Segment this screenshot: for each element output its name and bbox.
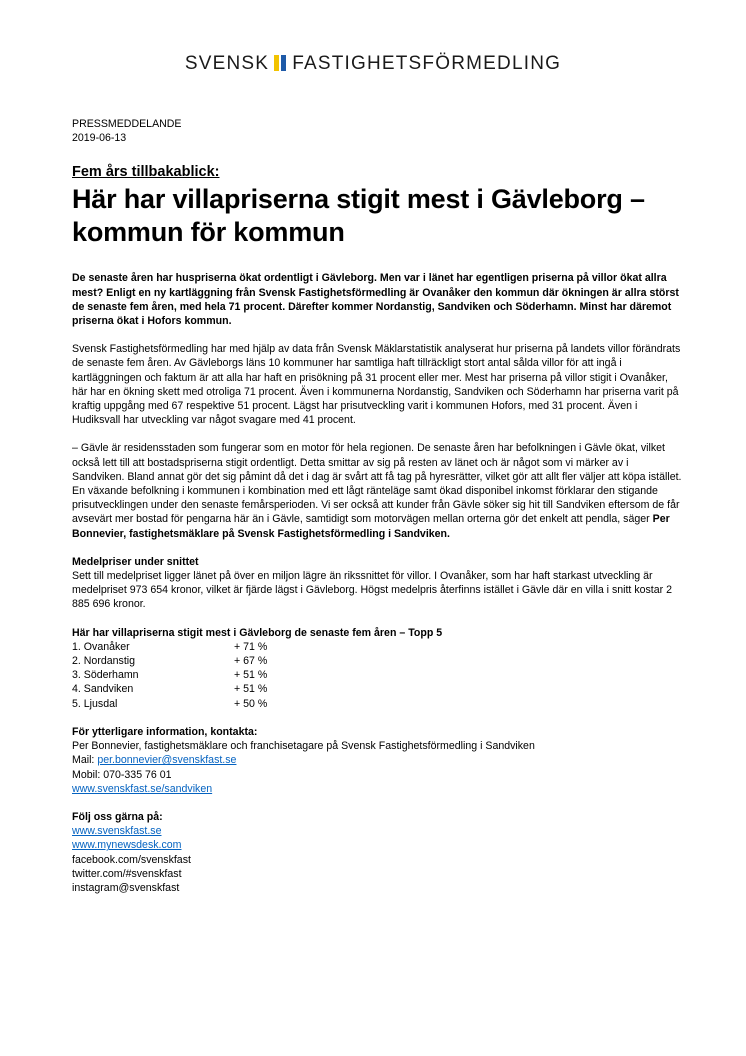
list-item	[72, 668, 682, 682]
list-item	[72, 697, 682, 711]
list-item	[72, 654, 682, 668]
top5-section	[72, 626, 682, 711]
quote-text: – Gävle är residensstaden som fungerar som en motor för hela regionen. De senaste åren har befolkningen i Gävle ökat, vilket också lett till att bostadspriserna stigit ordentligt. Detta smittar av sig på resten av länet och är något som vi märker av i Sandviken. Bland annat gör det sig påmint då det i dag är svårt att få tag på hyresrätter, vilket gör att allt fler väljer att köpa istället. En växande befolkning i kommunen i kombination med ett lågt ränteläge samt ökad disponibel inkomst förklarar den stigande prisutvecklingen under den senaste femårsperioden. Vi ser också att kunder från Gävle söker sig hit till Sandviken eftersom de får avsevärt mer bostad för pengarna här än i Gävle, samtidigt som motorvägen mellan orterna gör det enkelt att pendla, säger	[72, 442, 682, 526]
contact-heading: För ytterligare information, kontakta:	[72, 725, 258, 738]
list-item-name: 4. Sandviken	[72, 683, 134, 696]
list-item-value: + 71 %	[234, 640, 268, 653]
section-medelpriser	[72, 555, 682, 612]
body-paragraph-1: Svensk Fastighetsförmedling har med hjälp av data från Svensk Mäklarstatistik analyserat hur priserna på landets villor förändrats de senaste fem åren. Av Gävleborgs läns 10 kommuner har samtliga haft tillräckligt stort antal sålda villor för att ingå i kartläggningen och faktum är att alla har haft en prisökning på 31 procent eller mer. Mest har priserna på villor stigit i Ovanåker, här har en ökning skett med otroliga 71 procent. Även i kommunerna Nordanstig, Sandviken och Söderhamn har priserna varit på kraftig uppgång med 67 respektive 51 procent. Lägst har prisutveckling varit i kommunen Hofors, med 31 procent. Även i Hudiksvall har utveckling var något svagare med 41 procent.	[72, 343, 681, 427]
office-web-link[interactable]: www.svenskfast.se/sandviken	[72, 782, 213, 795]
logo-text-left: SVENSK	[184, 53, 270, 74]
follow-section	[72, 810, 682, 895]
instagram-text: instagram@svenskfast	[72, 881, 180, 894]
list-item-name: 5. Ljusdal	[72, 697, 118, 710]
headline: Här har villapriserna stigit mest i Gävleborg – kommun för kommun	[72, 184, 645, 248]
company-logo	[0, 53, 746, 75]
logo-text-right: FASTIGHETSFÖRMEDLING	[292, 53, 562, 74]
mail-label: Mail:	[72, 754, 98, 767]
quote-speaker: Per Bonnevier, fastighetsmäklare på Svensk Fastighetsförmedling i Sandviken.	[72, 513, 670, 540]
svenskfast-link[interactable]: www.svenskfast.se	[72, 825, 162, 838]
list-item	[72, 640, 682, 654]
press-release-body	[72, 117, 682, 895]
follow-heading: Följ oss gärna på:	[72, 810, 163, 823]
logo-flag-icon	[273, 55, 287, 71]
top5-heading: Här har villapriserna stigit mest i Gävleborg de senaste fem åren – Topp 5	[72, 626, 443, 639]
facebook-text: facebook.com/svenskfast	[72, 853, 191, 866]
list-item-value: + 50 %	[234, 697, 268, 710]
contact-mail	[72, 753, 682, 767]
list-item-name: 2. Nordanstig	[72, 655, 136, 668]
release-date: 2019-06-13	[72, 132, 127, 145]
release-meta	[72, 117, 682, 145]
list-item-value: + 51 %	[234, 683, 268, 696]
section-heading: Medelpriser under snittet	[72, 555, 199, 568]
quote-paragraph	[72, 441, 682, 540]
twitter-text: twitter.com/#svenskfast	[72, 867, 182, 880]
section-text: Sett till medelpriset ligger länet på över en miljon lägre än rikssnittet för villor. I Ovanåker, som har haft starkast utveckling är medelpriset 973 654 kronor, vilket är fjärde lägst i Gävleborg. Högst medelpris återfinns istället i Gävle där en villa i snitt kostar 2 885 696 kronor.	[72, 570, 673, 611]
mynewsdesk-link[interactable]: www.mynewsdesk.com	[72, 839, 182, 852]
release-type: PRESSMEDDELANDE	[72, 118, 182, 130]
list-item-name: 3. Söderhamn	[72, 669, 139, 682]
contact-mobile: Mobil: 070-335 76 01	[72, 768, 172, 781]
contact-section	[72, 725, 682, 796]
list-item-value: + 67 %	[234, 655, 268, 668]
mail-link[interactable]: per.bonnevier@svenskfast.se	[97, 754, 237, 767]
lead-paragraph: De senaste åren har huspriserna ökat ordentligt i Gävleborg. Men var i länet har egentligen priserna på villor ökat allra mest? Enligt en ny kartläggning från Svensk Fastighetsförmedling är Ovanåker den kommun där ökningen är allra störst de senaste fem åren, med hela 71 procent. Därefter kommer Nordanstig, Sandviken och Söderhamn. Minst har däremot priserna ökat i Hofors kommun.	[72, 272, 679, 328]
list-item	[72, 682, 682, 696]
top5-list	[72, 640, 682, 711]
list-item-value: + 51 %	[234, 669, 268, 682]
kicker: Fem års tillbakablick:	[72, 164, 220, 181]
contact-person: Per Bonnevier, fastighetsmäklare och franchisetagare på Svensk Fastighetsförmedling i Sandviken	[72, 740, 535, 753]
list-item-name: 1. Ovanåker	[72, 640, 130, 653]
